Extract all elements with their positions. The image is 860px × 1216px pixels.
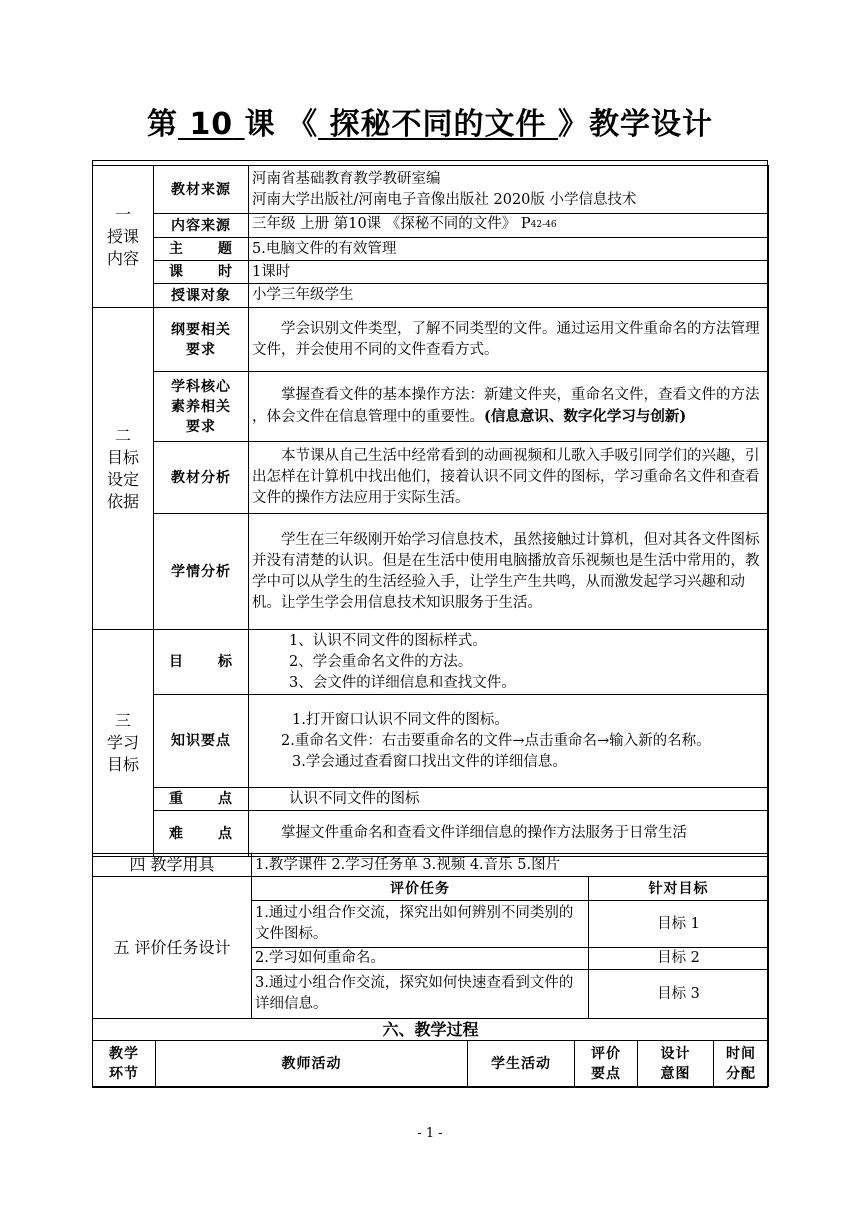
task-cell: 2.学习如何重命名。 bbox=[252, 948, 589, 970]
header-time: 时间 分配 bbox=[714, 1041, 769, 1087]
goal-item: 3、会文件的详细信息和查找文件。 bbox=[289, 674, 516, 691]
header-design-intent: 设计 意图 bbox=[638, 1041, 714, 1087]
student-analysis-label: 学情分析 bbox=[154, 514, 249, 630]
goal-item: 2、学会重命名文件的方法。 bbox=[289, 653, 473, 670]
class-hours-label: 课 时 bbox=[154, 261, 249, 284]
textbook-analysis-text: 本节课从自己生活中经常看到的动画视频和儿歌入手吸引同学们的兴趣，引出怎样在计算机中找出他们，接着认识不同文件的图标，学习重命名文件和查看文件的操作方法应用于实际生活。 bbox=[249, 442, 769, 514]
textbook-analysis-label: 教材分析 bbox=[154, 442, 249, 514]
section-2-label: 二 目标 设定 依据 bbox=[93, 308, 154, 630]
target-cell: 目标 2 bbox=[589, 948, 769, 970]
goals-label: 目 标 bbox=[154, 630, 249, 695]
core-literacy-label: 学科核心 素养相关 要求 bbox=[154, 372, 249, 442]
key-point-label: 重 点 bbox=[154, 788, 249, 811]
textbook-source-value: 河南省基础教育教学教研室编 河南大学出版社/河南电子音像出版社 2020版 小学信息技术 bbox=[249, 166, 769, 214]
evaluation-table bbox=[92, 853, 769, 1019]
lesson-plan-table bbox=[92, 165, 769, 857]
section-5-label: 五 评价任务设计 bbox=[93, 877, 252, 1019]
target-cell: 目标 1 bbox=[589, 901, 769, 948]
core-literacy-text: 掌握查看文件的基本操作方法：新建文件夹，重命名文件，查看文件的方法 ，体会文件在信息管理中的重要性。(信息意识、数字化学习与创新) bbox=[249, 372, 769, 442]
header-teacher-activity: 教师活动 bbox=[156, 1041, 468, 1087]
teaching-tools-value: 1.教学课件 2.学习任务单 3.视频 4.音乐 5.图片 bbox=[252, 854, 769, 877]
section-1-label: 一 授课 内容 bbox=[93, 166, 154, 308]
header-eval-points: 评价 要点 bbox=[575, 1041, 638, 1087]
page-title: 第 10 课 《 探秘不同的文件 》教学设计 bbox=[146, 107, 713, 142]
task-cell: 1.通过小组合作交流，探究出如何辨别不同类别的文件图标。 bbox=[252, 901, 589, 948]
audience-label: 授课对象 bbox=[154, 284, 249, 308]
goal-item: 1、认识不同文件的图标样式。 bbox=[289, 632, 487, 649]
audience-value: 小学三年级学生 bbox=[249, 284, 769, 308]
content-source-value: 三年级 上册 第10课 《探秘不同的文件》 $P_{42-46}$ bbox=[249, 214, 769, 238]
difficulty-value: 掌握文件重命名和查看文件详细信息的操作方法服务于日常生活 bbox=[249, 811, 769, 857]
section-4-label: 四 教学用具 bbox=[93, 854, 252, 877]
goals-list bbox=[249, 630, 769, 695]
header-student-activity: 学生活动 bbox=[468, 1041, 575, 1087]
teaching-process-table bbox=[92, 1018, 769, 1087]
content-source-label: 内容来源 bbox=[154, 214, 249, 238]
topic-label: 主 题 bbox=[154, 238, 249, 261]
section-3-label: 三 学习 目标 bbox=[93, 630, 154, 857]
class-hours-value: 1课时 bbox=[249, 261, 769, 284]
topic-value: 5.电脑文件的有效管理 bbox=[249, 238, 769, 261]
knowledge-points-label: 知识要点 bbox=[154, 695, 249, 788]
task-header: 评价任务 bbox=[252, 877, 589, 901]
section-6-title: 六、教学过程 bbox=[93, 1019, 769, 1041]
header-phase: 教学 环节 bbox=[93, 1041, 156, 1087]
target-cell: 目标 3 bbox=[589, 970, 769, 1019]
task-cell: 3.通过小组合作交流，探究如何快速查看到文件的详细信息。 bbox=[252, 970, 589, 1019]
target-header: 针对目标 bbox=[589, 877, 769, 901]
difficulty-label: 难 点 bbox=[154, 811, 249, 857]
knowledge-points: 1.打开窗口认识不同文件的图标。 2.重命名文件：右击要重命名的文件→点击重命名→输入新的名称。 3.学会通过查看窗口找出文件的详细信息。 bbox=[249, 695, 769, 788]
page-number: - 1 - bbox=[417, 1126, 443, 1141]
syllabus-text: 学会识别文件类型，了解不同类型的文件。通过运用文件重命名的方法管理文件，并会使用不同的文件查看方式。 bbox=[249, 308, 769, 372]
key-point-value: 认识不同文件的图标 bbox=[249, 788, 769, 811]
textbook-source-label: 教材来源 bbox=[154, 166, 249, 214]
syllabus-label: 纲要相关 要求 bbox=[154, 308, 249, 372]
student-analysis-text: 学生在三年级刚开始学习信息技术，虽然接触过计算机，但对其各文件图标并没有清楚的认识。但是在生活中使用电脑播放音乐视频也是生活中常用的，教学中可以从学生的生活经验入手，让学生产生共鸣，从而激发起学习兴趣和动机。让学生学会用信息技术知识服务于生活。 bbox=[249, 514, 769, 630]
